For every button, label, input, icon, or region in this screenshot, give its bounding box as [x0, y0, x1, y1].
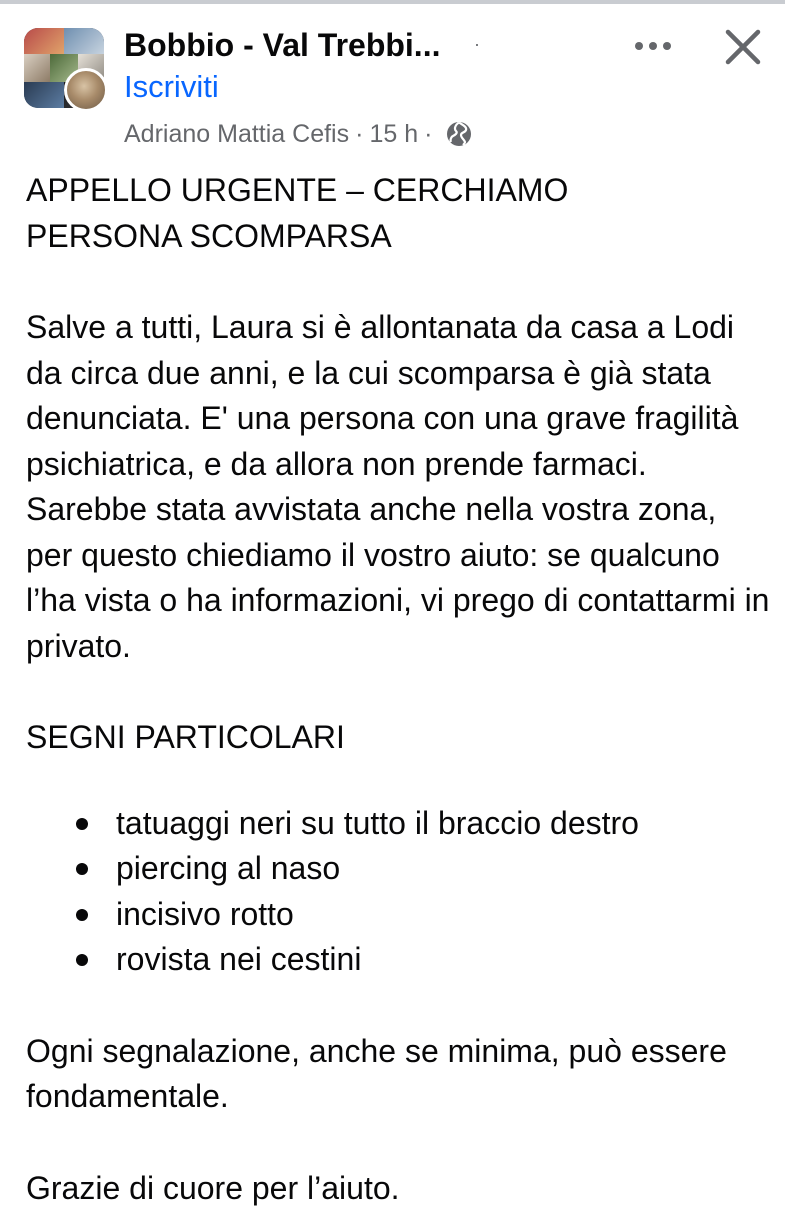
list-item: [26, 892, 771, 938]
section-heading: SEGNI PARTICOLARI: [26, 715, 771, 761]
post-meta: [124, 116, 472, 152]
bullet-icon: [76, 818, 88, 830]
top-divider: [0, 0, 785, 4]
group-name[interactable]: [124, 24, 440, 66]
list-item: [26, 801, 771, 847]
list-item-text: incisivo rotto: [116, 896, 294, 932]
close-button[interactable]: [718, 22, 768, 72]
meta-separator-2: ·: [424, 116, 432, 152]
post-closing: Grazie di cuore per l’aiuto.: [26, 1166, 771, 1211]
post-time[interactable]: 15 h: [369, 116, 418, 152]
list-item-text: rovista nei cestini: [116, 941, 361, 977]
post-paragraph-2: Ogni segnalazione, anche se minima, può essere fondamentale.: [26, 1029, 771, 1120]
more-options-button[interactable]: [628, 26, 678, 66]
list-item: [26, 937, 771, 983]
header-dot: ·: [474, 34, 480, 55]
features-list: [26, 801, 771, 983]
more-dots-icon: [628, 26, 678, 66]
post-paragraph-1: Salve a tutti, Laura si è allontanata da casa a Lodi da circa due anni, e la cui scomparsa è già stata denunciata. E' una persona con una grave fragilità psichiatrica, e da allora non prende farmaci. Sarebbe stata avvistata anche nella vostra zona, per questo chiediamo il vostro aiuto: se qualcuno l’ha vista o ha informazioni, vi prego di contattarmi in privato.: [26, 305, 771, 669]
post-title: [26, 168, 771, 259]
post-avatar[interactable]: [24, 28, 108, 112]
list-item-text: tatuaggi neri su tutto il braccio destro: [116, 805, 639, 841]
join-group-button[interactable]: Iscriviti: [124, 66, 219, 108]
post-title-line-1: APPELLO URGENTE – CERCHIAMO: [26, 172, 568, 208]
close-icon: [718, 22, 768, 72]
post-body: [26, 168, 771, 1211]
list-item: [26, 846, 771, 892]
group-name-ellipsis: ...: [414, 27, 441, 63]
bullet-icon: [76, 909, 88, 921]
author-photo[interactable]: [64, 68, 108, 112]
post-title-line-2: PERSONA SCOMPARSA: [26, 218, 392, 254]
group-name-text[interactable]: Bobbio - Val Trebbi: [124, 27, 414, 63]
bullet-icon: [76, 954, 88, 966]
globe-icon[interactable]: [446, 121, 472, 147]
meta-separator: ·: [355, 116, 363, 152]
bullet-icon: [76, 863, 88, 875]
list-item-text: piercing al naso: [116, 850, 340, 886]
author-name[interactable]: Adriano Mattia Cefis: [124, 116, 349, 152]
